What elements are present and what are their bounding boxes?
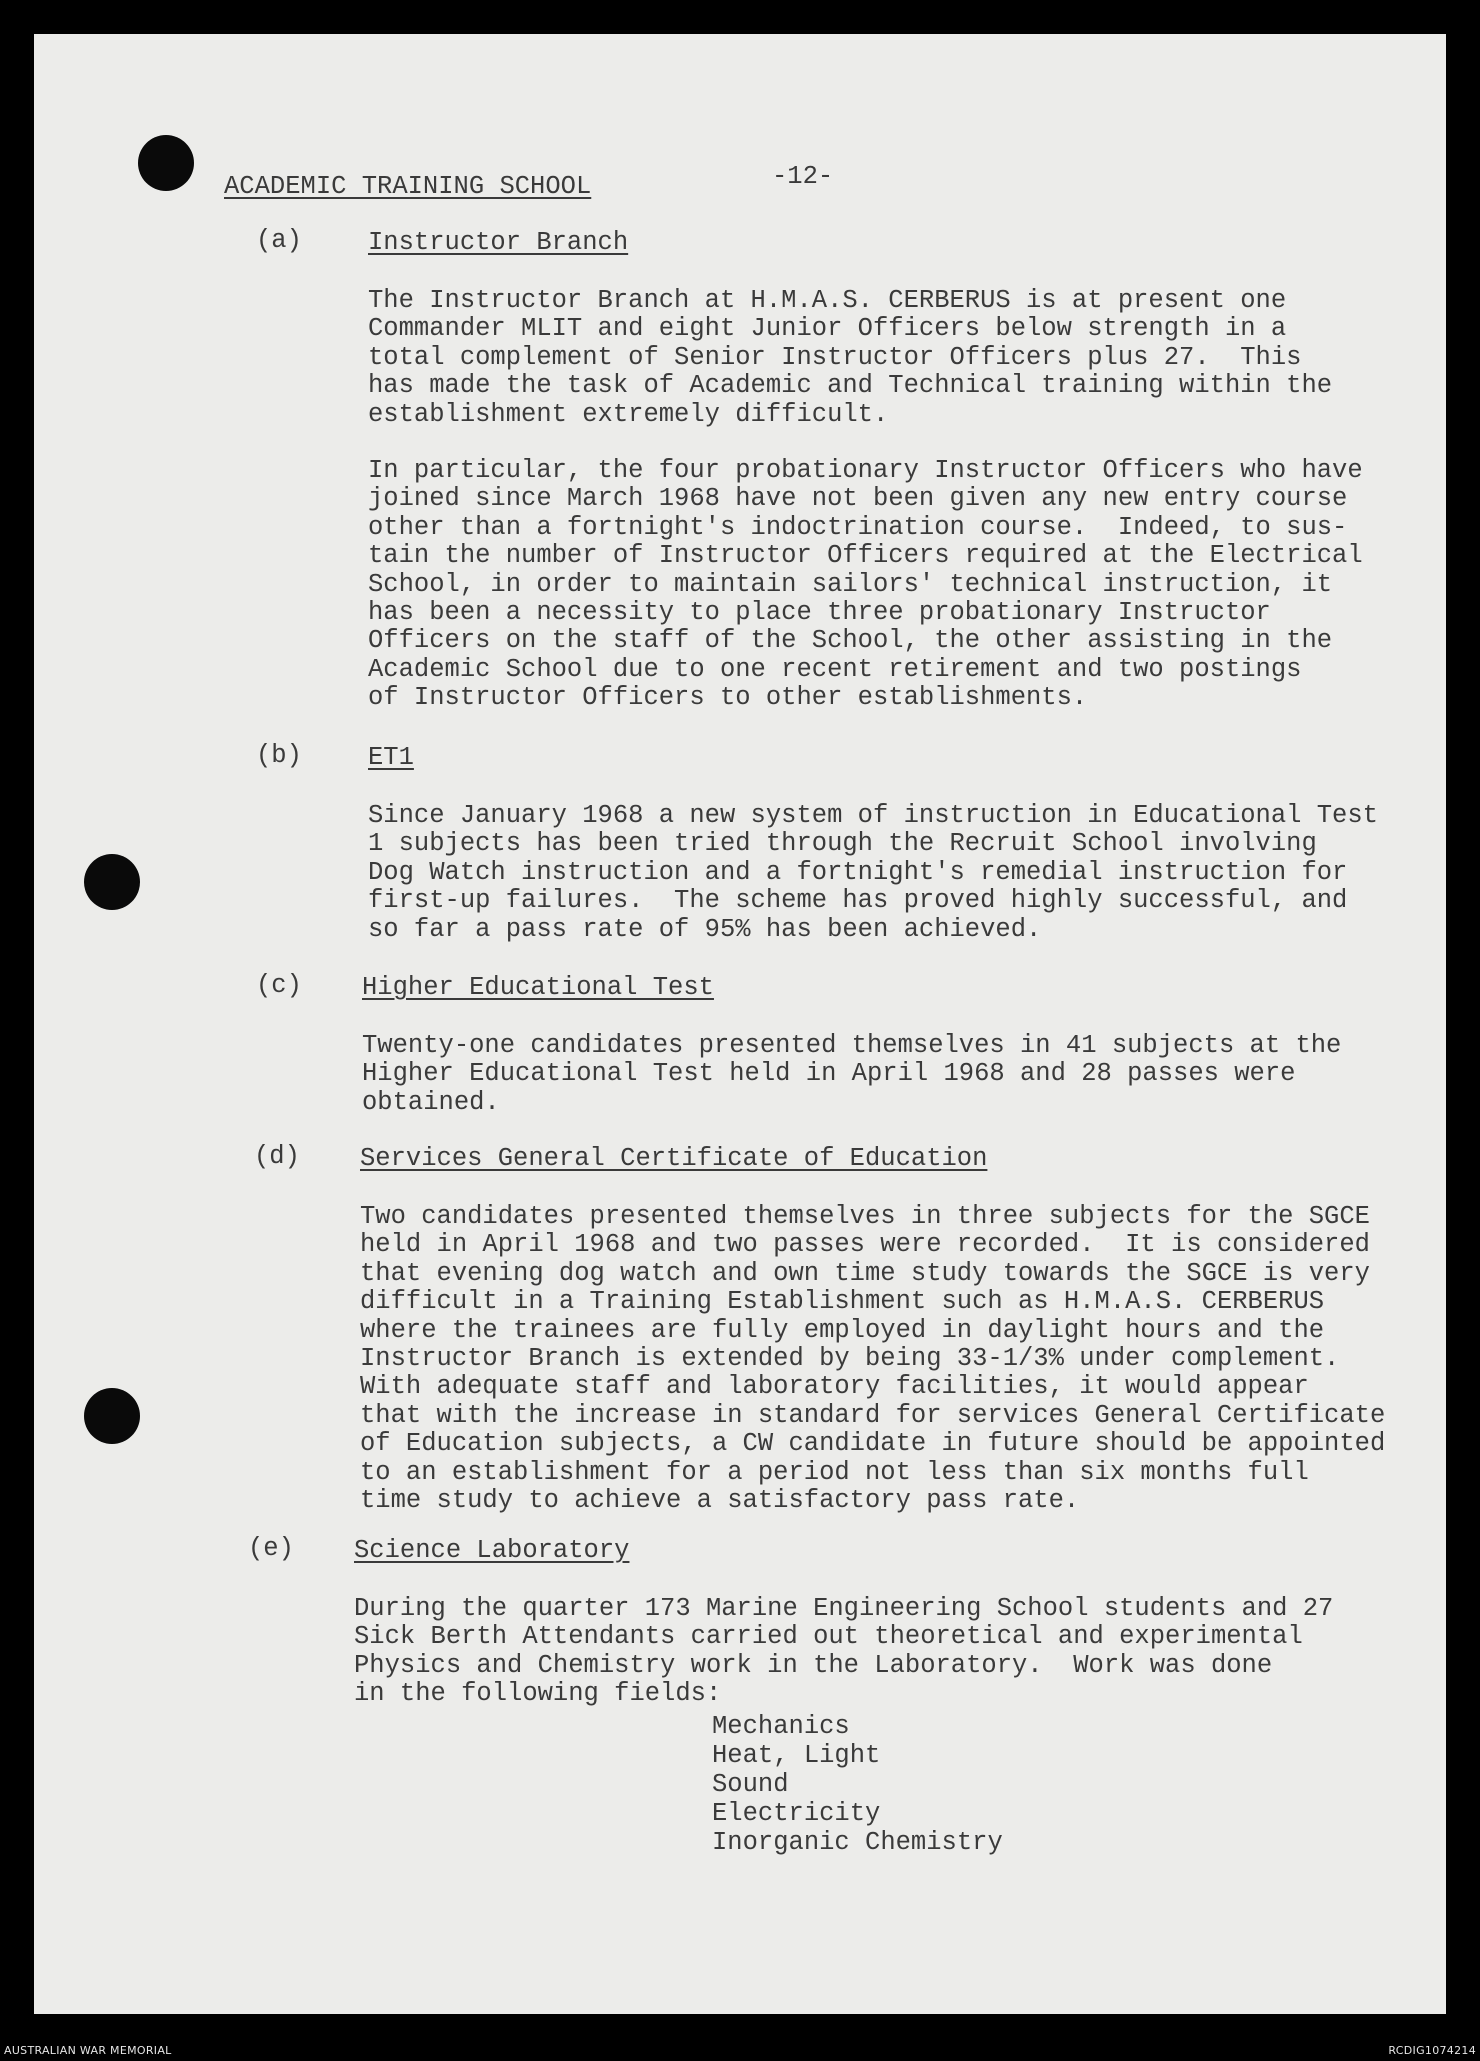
list-item: Inorganic Chemistry [712,1828,1003,1857]
section-marker-b: (b) [256,741,302,770]
section-marker-a: (a) [256,226,302,255]
section-c-paragraph: Twenty-one candidates presented themselves in 41 subjects at the Higher Educational Test held in April 1968 and 28 passes were obtained. [362,1031,1342,1117]
document-page [34,34,1446,2014]
punch-hole-bottom [84,1388,140,1444]
section-marker-e: (e) [248,1534,294,1563]
section-heading-e: Science Laboratory [354,1536,630,1565]
section-a-paragraph-1: The Instructor Branch at H.M.A.S. CERBERUS is at present one Commander MLIT and eight Junior Officers below strength in a total complement of Senior Instructor Officers plus 27. This has made the task of Academic and Technical training within the establishment extremely difficult. [368,286,1333,429]
section-heading-a: Instructor Branch [368,228,629,257]
list-item: Heat, Light [712,1741,881,1770]
footer-record-id: RCDIG1074214 [1388,2044,1476,2057]
list-item: Electricity [712,1799,881,1828]
page-number: -12- [772,162,834,191]
section-e-paragraph: During the quarter 173 Marine Engineering School students and 27 Sick Berth Attendants carried out theoretical and experimental Physics and Chemistry work in the Laboratory. Work was done in the following fields: [354,1594,1334,1709]
section-b-paragraph: Since January 1968 a new system of instruction in Educational Test 1 subjects has been tried through the Recruit School involving Dog Watch instruction and a fortnight's remedial instruction for first-up failures. The scheme has proved highly successful, and so far a pass rate of 95% has been achieved. [368,801,1378,944]
section-d-paragraph: Two candidates presented themselves in three subjects for the SGCE held in April 1968 and two passes were recorded. It is considered that evening dog watch and own time study towards the SGCE is very difficult in a Training Establishment such as H.M.A.S. CERBERUS where the trainees are fully employed in daylight hours and the Instructor Branch is extended by being 33-1/3% under complement. With adequate staff and laboratory facilities, it would appear that with the increase in standard for services General Certificate of Education subjects, a CW candidate in future should be appointed to an establishment for a period not less than six months full time study to achieve a satisfactory pass rate. [360,1202,1386,1516]
section-heading-c: Higher Educational Test [362,973,714,1002]
section-marker-d: (d) [254,1142,300,1171]
section-heading-d: Services General Certificate of Education [360,1144,988,1173]
punch-hole-middle [84,854,140,910]
section-marker-c: (c) [256,971,302,1000]
section-a-paragraph-2: In particular, the four probationary Instructor Officers who have joined since March 1968 have not been given any new entry course other than a fortnight's indoctrination course. Indeed, to sus- tain the number of Instructor Officers required at the Electrical School, in order to maintain sailors' technical instruction, it has been a necessity to place three probationary Instructor Officers on the staff of the School, the other assisting in the Academic School due to one recent retirement and two postings of Instructor Officers to other establishments. [368,456,1363,713]
section-heading-b: ET1 [368,743,414,772]
list-item: Mechanics [712,1712,850,1741]
list-item: Sound [712,1770,789,1799]
punch-hole-top [138,135,194,191]
footer-source: AUSTRALIAN WAR MEMORIAL [4,2044,172,2057]
fields-list [712,1712,1003,1857]
page-title: ACADEMIC TRAINING SCHOOL [224,172,592,201]
